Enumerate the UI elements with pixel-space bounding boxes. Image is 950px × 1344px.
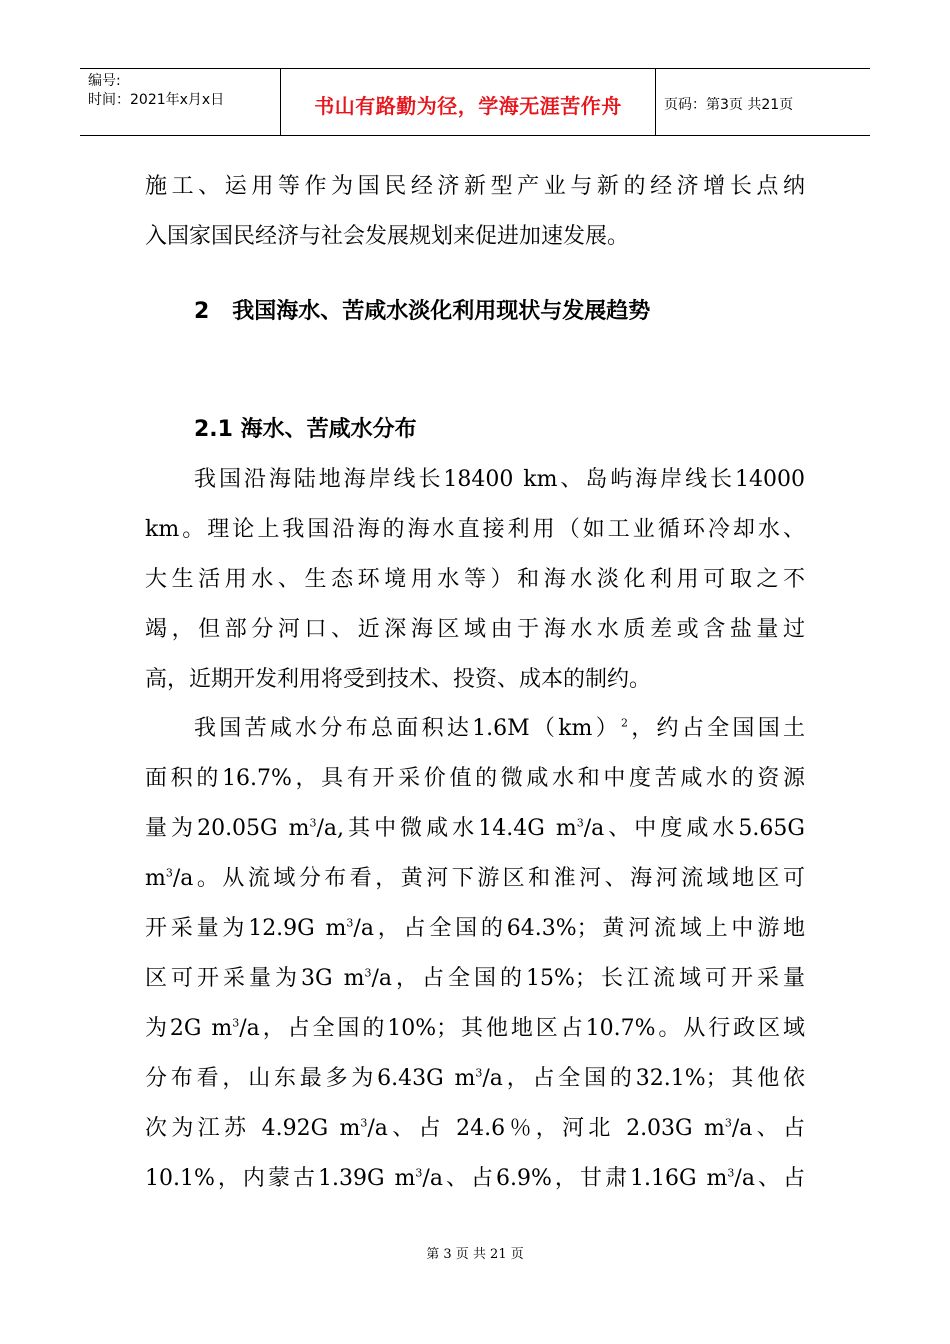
paragraph-line: 分布看，山东最多为6.43G $m^3/a$，占全国的32.1%；其他依	[145, 1066, 805, 1091]
paragraph-line: 高，近期开发利用将受到技术、投资、成本的制约。	[145, 667, 652, 692]
header-page-number: 页码：第3页 共21页	[664, 97, 794, 113]
paragraph-line: 次为江苏 4.92G $m^3/a$、占 24.6％，河北 2.03G $m^3/a$、占	[145, 1116, 805, 1141]
paragraph-line: 竭，但部分河口、近深海区域由于海水水质差或含盐量过	[145, 617, 805, 642]
header-motto-cell	[281, 69, 656, 135]
header-page-info	[656, 69, 870, 135]
subsection-heading: 2.1 海水、苦咸水分布	[194, 417, 417, 442]
paragraph-line: 面积的16.7%，具有开采价值的微咸水和中度苦咸水的资源	[145, 766, 805, 791]
header-motto: 书山有路勤为径，学海无涯苦作舟	[314, 93, 622, 118]
paragraph-line: 区可开采量为3G $m^3/a$，占全国的15%；长江流域可开采量	[145, 966, 805, 991]
paragraph-line: 10.1%，内蒙古1.39G $m^3/a$、占6.9%，甘肃1.16G $m^3/a$、占	[145, 1166, 805, 1191]
body-line: 施工、运用等作为国民经济新型产业与新的经济增长点纳	[145, 174, 805, 199]
paragraph-line: $m^3/a$。从流域分布看，黄河下游区和淮河、海河流域地区可	[145, 866, 805, 891]
document-time-label: 时间：2021年x月x日	[88, 92, 225, 108]
body-line: 入国家国民经济与社会发展规划来促进加速发展。	[145, 224, 630, 249]
section-heading: 2 我国海水、苦咸水淡化利用现状与发展趋势	[194, 299, 651, 324]
paragraph-line: 为2G $m^3/a$，占全国的10%；其他地区占10.7%。从行政区域	[145, 1016, 805, 1041]
header-meta	[80, 69, 281, 135]
paragraph-line: 我国苦咸水分布总面积达1.6M（km）$^2$，约占全国国土	[194, 716, 805, 741]
paragraph-line: 开采量为12.9G $m^3/a$，占全国的64.3%；黄河流域上中游地	[145, 916, 805, 941]
paragraph-line: 我国沿海陆地海岸线长18400 km、岛屿海岸线长14000	[194, 467, 805, 492]
page-header	[80, 68, 870, 136]
paragraph-line: km。理论上我国沿海的海水直接利用（如工业循环冷却水、	[145, 517, 805, 542]
page-footer: 第 3 页 共 21 页	[426, 1247, 524, 1262]
paragraph-line: 量为20.05G $m^3/a$,其中微咸水14.4G $m^3/a$、中度咸水5.65G	[145, 816, 805, 841]
paragraph-line: 大生活用水、生态环境用水等）和海水淡化利用可取之不	[145, 567, 805, 592]
document-number-label: 编号:	[88, 73, 121, 89]
